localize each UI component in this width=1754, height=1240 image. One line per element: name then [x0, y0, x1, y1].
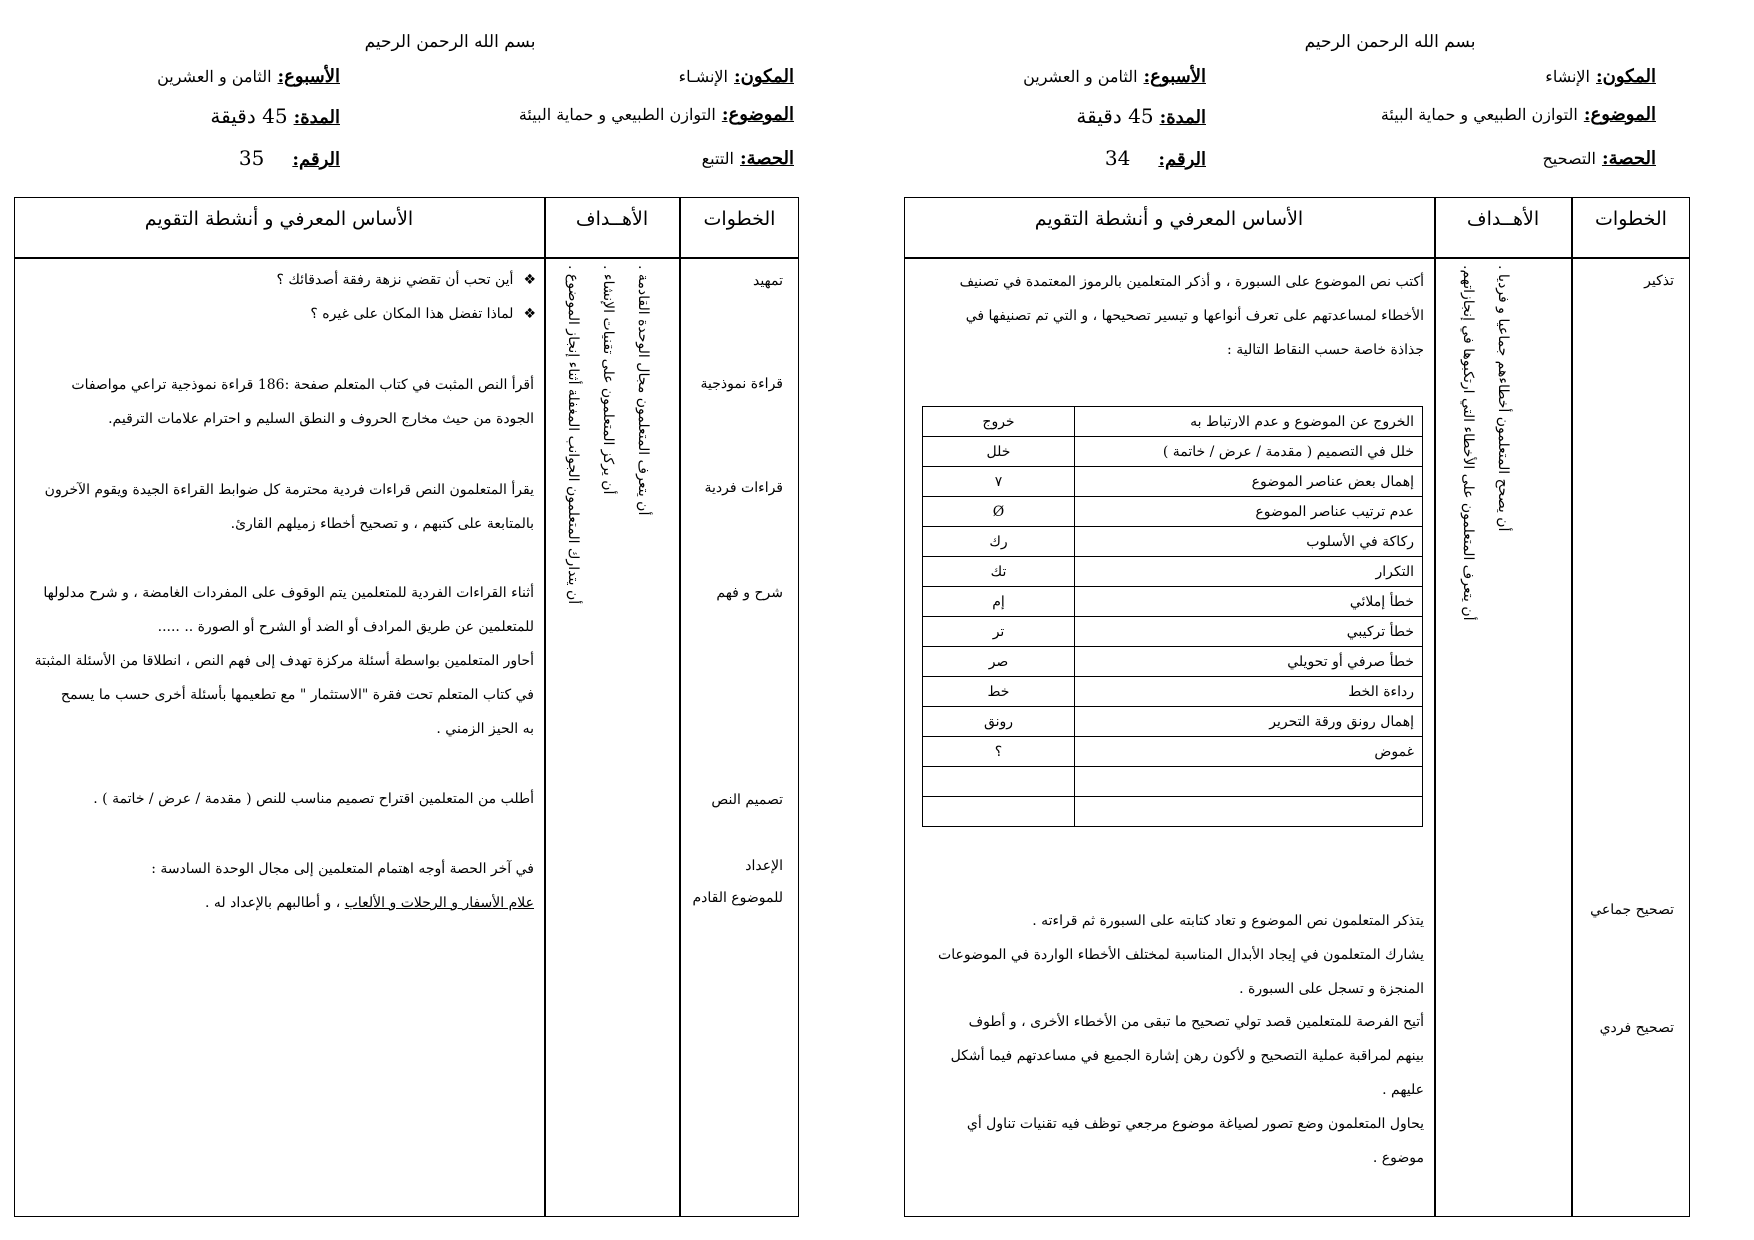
step-label: قراءات فردية — [704, 480, 783, 496]
column-header-steps: الخطوات — [1595, 208, 1667, 230]
error-code: تر — [923, 617, 1075, 647]
week-label: الأسبوع: — [277, 66, 340, 87]
table-row — [923, 407, 1423, 437]
error-description — [1075, 767, 1423, 797]
step-label: تصحيح جماعي — [1590, 902, 1674, 918]
number-label: الرقم: — [1158, 149, 1206, 170]
component-label: المكون: — [734, 66, 794, 87]
error-description: عدم ترتيب عناصر الموضوع — [1075, 497, 1423, 527]
step-label: شرح و فهم — [716, 585, 783, 601]
number-label: الرقم: — [292, 149, 340, 170]
topic-label: الموضوع: — [721, 104, 794, 125]
session-label: الحصة: — [1601, 148, 1656, 169]
component-value: الإنشـاء — [678, 67, 728, 86]
step-label: تمهيد — [752, 273, 783, 289]
week-label: الأسبوع: — [1143, 66, 1206, 87]
design-text: أطلب من المتعلمين اقتراح تصميم مناسب للنص ( مقدمة / عرض / خاتمة ) . — [93, 791, 534, 807]
error-code: ؟ — [923, 737, 1075, 767]
column-divider — [679, 197, 681, 1217]
topic-label: الموضوع: — [1583, 104, 1656, 125]
column-header-objectives: الأهــداف — [1466, 208, 1540, 230]
table-row — [923, 467, 1423, 497]
duration-label: المدة: — [293, 107, 340, 128]
session-field — [1542, 148, 1656, 169]
duration-label: المدة: — [1159, 107, 1206, 128]
step-label: للموضوع القادم — [692, 890, 783, 906]
objective-text: أن يتعرف المتعلمون على الأخطاء التي ارتكبوها في إنجازاتهم. — [1460, 265, 1476, 621]
duration-field — [1076, 104, 1206, 128]
error-code: Ø — [923, 497, 1075, 527]
error-codes-table — [922, 406, 1423, 827]
step-label: تذكير — [1644, 273, 1674, 289]
table-row — [923, 707, 1423, 737]
step-label: الإعداد — [745, 858, 783, 874]
objective-text: أن يصحح المتعلمون أخطاءهم جماعيا و فرديا . — [1495, 265, 1511, 532]
error-description — [1075, 797, 1423, 827]
objective-text: أن يتدارك المتعلمون الجوانب المغفلة أثناء إنجاز الموضوع . — [565, 265, 581, 605]
number-field — [1105, 146, 1206, 170]
error-code: خط — [923, 677, 1075, 707]
column-divider — [544, 197, 546, 1217]
number-field — [239, 146, 340, 170]
table-row — [923, 797, 1423, 827]
week-value: الثامن و العشرين — [1023, 67, 1138, 86]
collective-correction-text: يتذكر المتعلمون نص الموضوع و تعاد كتابته على السبورة ثم قراءته . يشارك المتعلمون في إيجاد الأبدال المناسبة لمختلف الأخطاء الواردة في الموضوعات المنجزة و تسجل على السبورة . — [938, 913, 1424, 997]
table-row — [923, 677, 1423, 707]
objective-text: أن يتعرف المتعلمون مجال الوحدة القادمة . — [635, 265, 651, 516]
explanation-text: أثناء القراءات الفردية للمتعلمين يتم الوقوف على المفردات الغامضة ، و شرح مدلولها للمتعلمين عن طريق المرادف أو الضد أو الشرح أو الصورة .. ..... أحاور المتعلمين بواسطة أسئلة مركزة تهدف إلى فهم النص ، انطلاقا من الأسئلة المثبتة في كتاب المتعلم تحت فقرة "الاستثمار " مع تطعيمها بأسئلة أخرى حسب ما يسمح به الحيز الزمني . — [34, 585, 534, 737]
duration-value: 45 دقيقة — [1076, 104, 1154, 128]
error-description: خطأ إملائي — [1075, 587, 1423, 617]
table-row — [923, 647, 1423, 677]
error-code: صر — [923, 647, 1075, 677]
number-value: 34 — [1104, 146, 1131, 170]
error-code — [923, 797, 1075, 827]
error-description: ركاكة في الأسلوب — [1075, 527, 1423, 557]
week-value: الثامن و العشرين — [157, 67, 272, 86]
column-header-objectives: الأهــداف — [575, 208, 649, 230]
session-value: التصحيح — [1542, 149, 1596, 168]
step-label: قراءة نموذجية — [700, 376, 783, 392]
basmala: بسم الله الرحمن الرحيم — [1304, 32, 1476, 52]
component-value: الإنشاء — [1545, 67, 1590, 86]
topic-value: التوازن الطبيعي و حماية البيئة — [518, 105, 716, 124]
model-reading-text: أقرأ النص المثبت في كتاب المتعلم صفحة :186 قراءة نموذجية تراعي مواصفات الجودة من حيث مخارج الحروف و النطق السليم و احترام علامات الترقيم. — [71, 377, 534, 427]
error-code: تك — [923, 557, 1075, 587]
individual-reading-text: يقرأ المتعلمون النص قراءات فردية محترمة كل ضوابط القراءة الجيدة ويقوم الآخرون بالمتابعة على كتبهم ، و تصحيح أخطاء زميلهم القارئ. — [44, 482, 534, 532]
error-description: خطأ صرفي أو تحويلي — [1075, 647, 1423, 677]
step-label: تصحيح فردي — [1599, 1020, 1674, 1036]
table-row — [923, 437, 1423, 467]
table-header-divider — [14, 257, 799, 259]
number-value: 35 — [238, 146, 265, 170]
bullet-icon: ❖ — [523, 272, 536, 288]
error-code: إم — [923, 587, 1075, 617]
error-description: رداءة الخط — [1075, 677, 1423, 707]
table-row — [923, 767, 1423, 797]
table-row — [923, 527, 1423, 557]
error-code: خلل — [923, 437, 1075, 467]
table-row — [923, 617, 1423, 647]
column-header-content: الأساس المعرفي و أنشطة التقويم — [1034, 208, 1304, 230]
table-row — [923, 497, 1423, 527]
session-value: التتبع — [701, 149, 734, 168]
table-row — [923, 737, 1423, 767]
component-field — [1545, 66, 1656, 87]
topic-field — [1381, 104, 1656, 125]
table-row — [923, 557, 1423, 587]
topic-field — [519, 104, 794, 125]
component-field — [679, 66, 794, 87]
duration-value: 45 دقيقة — [210, 104, 288, 128]
week-field — [1023, 66, 1206, 87]
column-header-content: الأساس المعرفي و أنشطة التقويم — [144, 208, 414, 230]
error-code: رك — [923, 527, 1075, 557]
error-description: خطأ تركيبي — [1075, 617, 1423, 647]
session-label: الحصة: — [739, 148, 794, 169]
error-code: ٧ — [923, 467, 1075, 497]
intro-question: ❖أين تحب أن تقضي نزهة رفقة أصدقائك ؟ — [276, 272, 536, 288]
objective-text: أن يركز المتعلمون على تقنيات الإنشاء . — [600, 265, 616, 495]
error-description: الخروج عن الموضوع و عدم الارتباط به — [1075, 407, 1423, 437]
bullet-icon: ❖ — [523, 306, 536, 322]
column-header-steps: الخطوات — [703, 208, 776, 230]
topic-value: التوازن الطبيعي و حماية البيئة — [1380, 105, 1578, 124]
column-divider — [1571, 197, 1573, 1217]
intro-text: أكتب نص الموضوع على السبورة ، و أذكر المتعلمين بالرموز المعتمدة في تصنيف الأخطاء لمساعدتهم على تعرف أنواعها و تيسير تصحيحها ، و التي تم تصنيفها في جذاذة خاصة حسب النقاط التالية : — [959, 274, 1424, 358]
intro-question: ❖لماذا تفضل هذا المكان على غيره ؟ — [310, 306, 536, 322]
basmala: بسم الله الرحمن الرحيم — [364, 32, 536, 52]
step-label: تصميم النص — [711, 792, 783, 808]
preparation-text: في آخر الحصة أوجه اهتمام المتعلمين إلى مجال الوحدة السادسة : علام الأسفار و الرحلات و الألعاب ، و أطالبهم بالإعداد له . — [151, 861, 534, 911]
error-description: غموض — [1075, 737, 1423, 767]
error-description: إهمال بعض عناصر الموضوع — [1075, 467, 1423, 497]
error-description: خلل في التصميم ( مقدمة / عرض / خاتمة ) — [1075, 437, 1423, 467]
table-row — [923, 587, 1423, 617]
error-code: خروج — [923, 407, 1075, 437]
error-description: التكرار — [1075, 557, 1423, 587]
session-field — [702, 148, 794, 169]
week-field — [157, 66, 340, 87]
individual-correction-text: أتيح الفرصة للمتعلمين قصد تولي تصحيح ما تبقى من الأخطاء الأخرى ، و أطوف بينهم لمراقبة عملية التصحيح و لأكون رهن إشارة الجميع في مساعدتهم فيما أشكل عليهم . يحاول المتعلمون وضع تصور لصياغة موضوع مرجعي توظف فيه تقنيات تناول أي موضوع . — [950, 1014, 1424, 1166]
error-description: إهمال رونق ورقة التحرير — [1075, 707, 1423, 737]
error-code — [923, 767, 1075, 797]
error-code: رونق — [923, 707, 1075, 737]
duration-field — [210, 104, 340, 128]
component-label: المكون: — [1596, 66, 1656, 87]
column-divider — [1434, 197, 1436, 1217]
